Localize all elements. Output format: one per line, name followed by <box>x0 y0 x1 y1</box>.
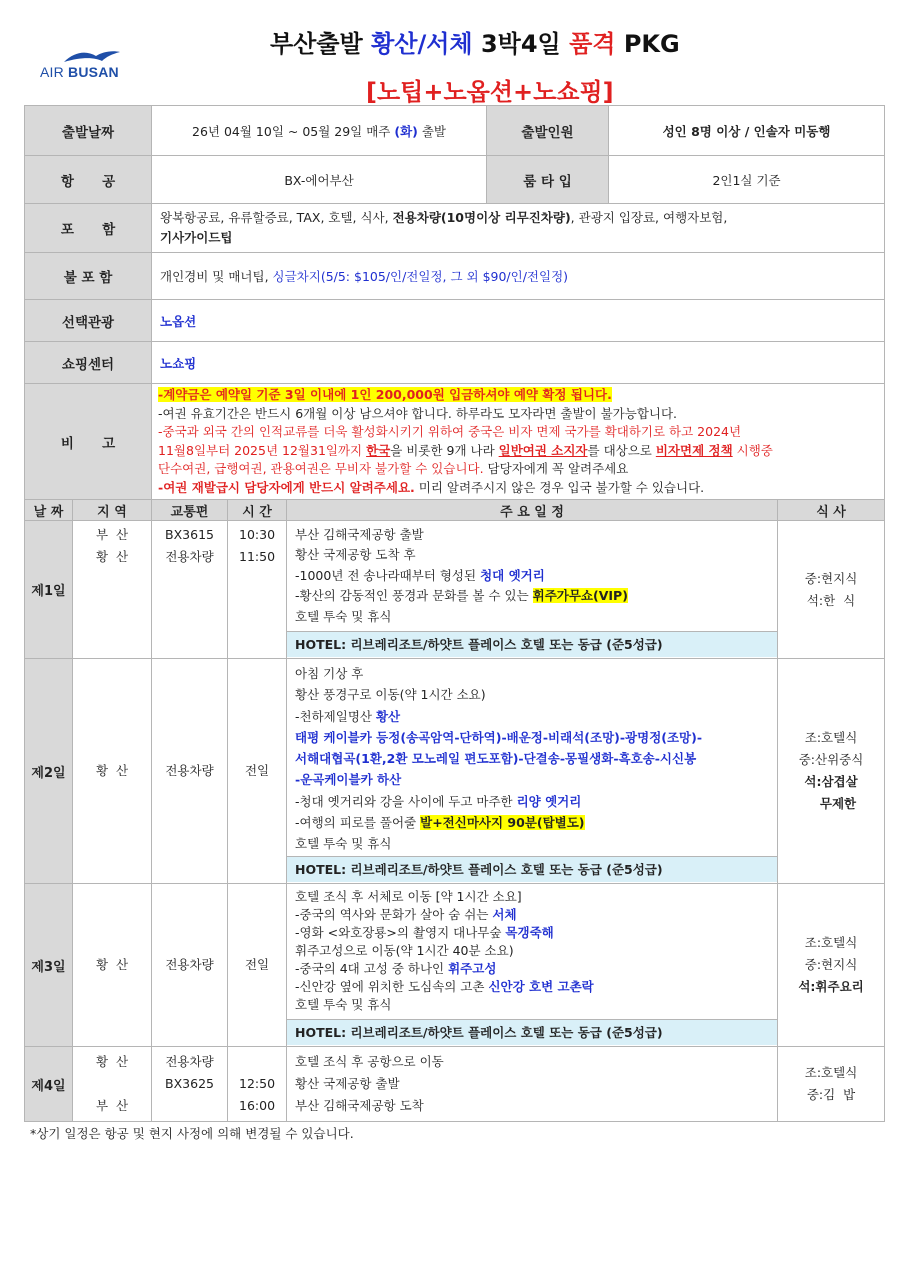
info-row-option <box>25 300 885 342</box>
hotel-info: HOTEL: 리브레리조트/하얏트 플레이스 호텔 또는 동급 (준5성급) <box>287 1019 777 1045</box>
itinerary-table <box>24 105 885 1122</box>
day-row <box>25 884 885 1047</box>
day-region: 황 산 <box>73 659 152 884</box>
option-value: 노옵션 <box>152 300 885 342</box>
day-meal: 조:호텔식 중:산위중식 석:삼겹살 무제한 <box>778 659 885 884</box>
shopping-label: 쇼핑센터 <box>25 342 152 384</box>
include-label: 포 함 <box>25 204 152 253</box>
info-row-include <box>25 204 885 253</box>
remarks-label: 비 고 <box>25 384 152 500</box>
exclude-label: 불 포 함 <box>25 253 152 300</box>
day-time: 전일 <box>228 884 287 1047</box>
day-transport: BX3615 전용차량 <box>152 521 228 659</box>
info-row-exclude <box>25 253 885 300</box>
room-value: 2인1실 기준 <box>609 156 885 204</box>
header-date: 날 짜 <box>25 500 73 521</box>
people-label: 출발인원 <box>487 106 609 156</box>
day-time: 12:50 16:00 <box>228 1047 287 1122</box>
exclude-value: 개인경비 및 매너팁, 싱글차지(5/5: $105/인/전일정, 그 외 $90/인/전일정) <box>152 253 885 300</box>
day-time: 전일 <box>228 659 287 884</box>
page-title: 부산출발 황산/서체 3박4일 품격 PKG <box>270 30 680 58</box>
day-label: 제1일 <box>25 521 73 659</box>
day-schedule: 부산 김해국제공항 출발 황산 국제공항 도착 후 -1000년 전 송나라때부터 형성된 청대 옛거리 -황산의 감동적인 풍경과 문화를 볼 수 있는 휘주가무쇼(VIP) 호텔 투숙 및 휴식 HOTEL: 리브레리조트/하얏트 플레이스 호텔 또는 동급 (준5성급) <box>287 521 778 659</box>
header-time: 시 간 <box>228 500 287 521</box>
day-meal: 조:호텔식 중:현지식 석:휘주요리 <box>778 884 885 1047</box>
day-schedule: 아침 기상 후 황산 풍경구로 이동(약 1시간 소요) -천하제일명산 황산 태평 케이블카 등정(송곡암역-단하역)-배운정-비래석(조망)-광명정(조망)- 서해대협곡(1환,2환 모노레일 편도포함)-단결송-몽필생화-흑호송-시신봉 -운곡케이블카 하산 -청대 옛거리와 강을 사이에 두고 마주한 리양 옛거리 -여행의 피로를 풀어줄 발+전신마사지 90분(탑별도) 호텔 투숙 및 휴식 HOTEL: 리브레리조트/하얏트 플레이스 호텔 또는 동급 (준5성급) <box>287 659 778 884</box>
info-row-remarks <box>25 384 885 500</box>
shopping-value: 노쇼핑 <box>152 342 885 384</box>
page-subtitle: [노팁+노옵션+노쇼핑] <box>366 78 614 106</box>
day-transport: 전용차량 BX3625 <box>152 1047 228 1122</box>
remarks-value: -계약금은 예약일 기준 3일 이내에 1인 200,000원 입금하셔야 예약 확정 됩니다. -여권 유효기간은 반드시 6개월 이상 남으셔야 합니다. 하루라도 모자라면 출발이 불가능합니다. -중국과 외국 간의 인적교류를 더욱 활성화시키기 위하여 중국은 비자 면제 국가를 확대하기로 하고 2024년 11월8일부터 2025년 12월31일까지 한국을 비롯한 9개 나라 일반여권 소지자를 대상으로 비자면제 정책 시행중 단수여권, 급행여권, 관용여권은 무비자 불가할 수 있습니다. 담당자에게 꼭 알려주세요 -여권 재발급시 담당자에게 반드시 알려주세요. 미리 알려주시지 않은 경우 입국 불가할 수 있습니다. <box>152 384 885 500</box>
footnote: *상기 일정은 항공 및 현지 사정에 의해 변경될 수 있습니다. <box>30 1126 354 1141</box>
departure-value: 26년 04월 10일 ~ 05월 29일 매주 (화) 출발 <box>152 106 487 156</box>
include-value: 왕복항공료, 유류할증료, TAX, 호텔, 식사, 전용차량(10명이상 리무진차량), 관광지 입장료, 여행자보험, 기사가이드팁 <box>152 204 885 253</box>
header-transport: 교통편 <box>152 500 228 521</box>
air-busan-logo <box>40 48 140 84</box>
departure-label: 출발날짜 <box>25 106 152 156</box>
airline-value: BX-에어부산 <box>152 156 487 204</box>
airline-label: 항 공 <box>25 156 152 204</box>
day-time: 10:30 11:50 <box>228 521 287 659</box>
day-transport: 전용차량 <box>152 659 228 884</box>
day-schedule: 호텔 조식 후 공항으로 이동 황산 국제공항 출발 부산 김해국제공항 도착 <box>287 1047 778 1122</box>
day-region: 황 산 <box>73 884 152 1047</box>
option-label: 선택관광 <box>25 300 152 342</box>
day-label: 제3일 <box>25 884 73 1047</box>
day-row <box>25 521 885 659</box>
day-region: 황 산 부 산 <box>73 1047 152 1122</box>
day-meal: 중:현지식 석:한 식 <box>778 521 885 659</box>
day-label: 제4일 <box>25 1047 73 1122</box>
info-row-departure <box>25 106 885 156</box>
day-row <box>25 659 885 884</box>
hotel-info: HOTEL: 리브레리조트/하얏트 플레이스 호텔 또는 동급 (준5성급) <box>287 631 777 657</box>
logo-text: AIR BUSAN <box>40 64 119 80</box>
header-region: 지 역 <box>73 500 152 521</box>
day-schedule: 호텔 조식 후 서체로 이동 [약 1시간 소요] -중국의 역사와 문화가 살아 숨 쉬는 서체 -영화 <와호장룡>의 촬영지 대나무숲 목갱죽해 휘주고성으로 이동(약 1시간 40분 소요) -중국의 4대 고성 중 하나인 휘주고성 -신안강 옆에 위치한 도심속의 고촌 신안강 호변 고촌락 호텔 투숙 및 휴식 HOTEL: 리브레리조트/하얏트 플레이스 호텔 또는 동급 (준5성급) <box>287 884 778 1047</box>
day-row <box>25 1047 885 1122</box>
day-transport: 전용차량 <box>152 884 228 1047</box>
header-schedule: 주 요 일 정 <box>287 500 778 521</box>
day-meal: 조:호텔식 중:김 밥 <box>778 1047 885 1122</box>
day-label: 제2일 <box>25 659 73 884</box>
room-label: 룸 타 입 <box>487 156 609 204</box>
hotel-info: HOTEL: 리브레리조트/하얏트 플레이스 호텔 또는 동급 (준5성급) <box>287 856 777 882</box>
info-row-airline <box>25 156 885 204</box>
people-value: 성인 8명 이상 / 인솔자 미동행 <box>609 106 885 156</box>
info-row-shopping <box>25 342 885 384</box>
schedule-header <box>25 500 885 521</box>
day-region: 부 산 황 산 <box>73 521 152 659</box>
header-meal: 식 사 <box>778 500 885 521</box>
